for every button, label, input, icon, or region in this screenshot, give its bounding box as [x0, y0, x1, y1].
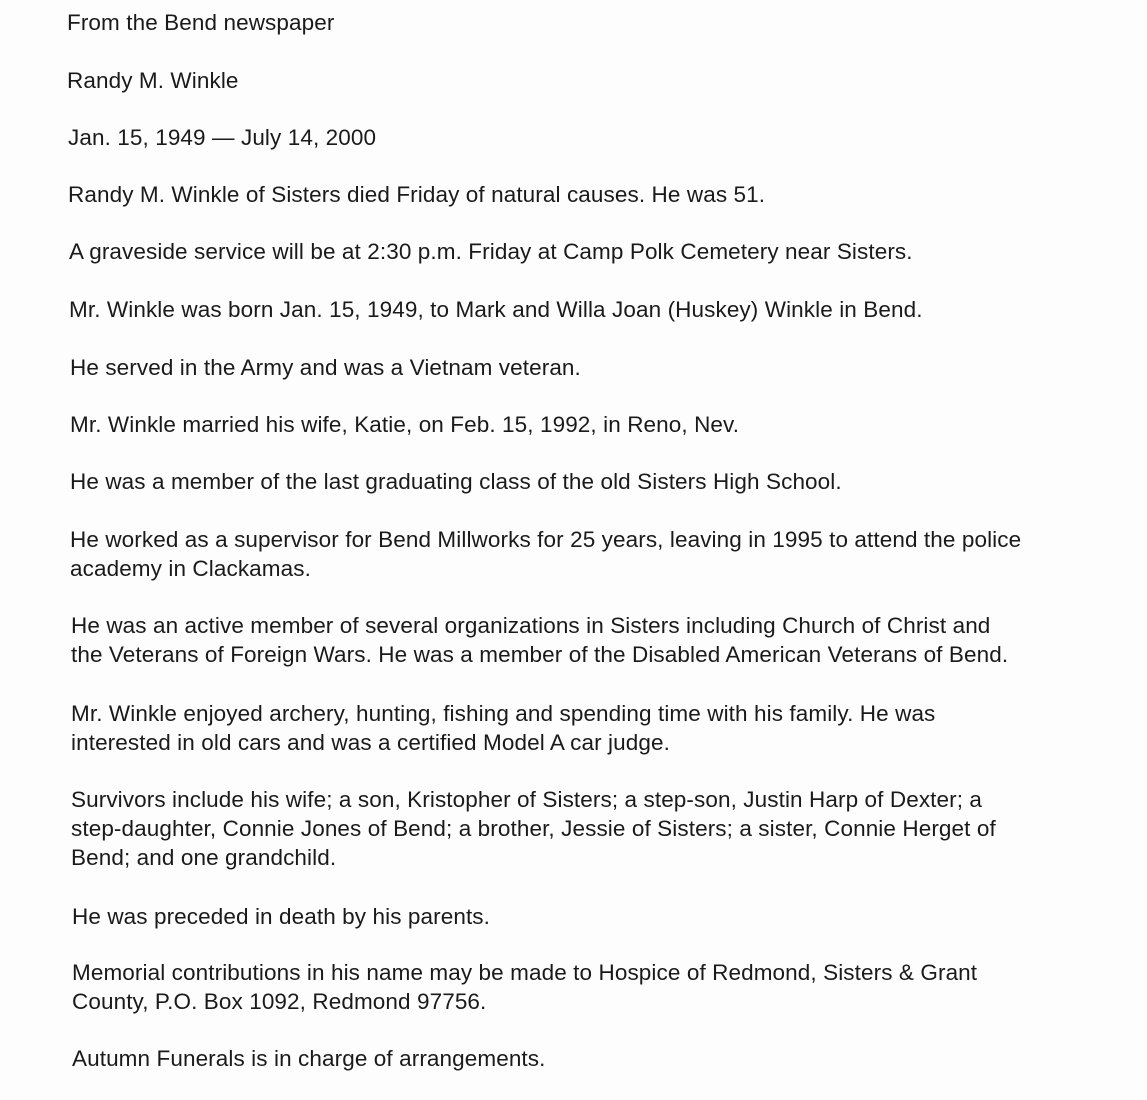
deceased-name: Randy M. Winkle	[67, 68, 239, 93]
paragraph-memorial: Memorial contributions in his name may be made to Hospice of Redmond, Sisters & Grant County, P.O. Box 1092, Redmond 97756.	[72, 960, 978, 1014]
paragraph-arrangements: Autumn Funerals is in charge of arrangements.	[72, 1046, 546, 1071]
paragraph-birth: Mr. Winkle was born Jan. 15, 1949, to Mark and Willa Joan (Huskey) Winkle in Bend.	[69, 297, 923, 322]
paragraph-hobbies: Mr. Winkle enjoyed archery, hunting, fishing and spending time with his family. He was interested in old cars and was a certified Model A car judge.	[71, 701, 936, 755]
paragraph-preceded: He was preceded in death by his parents.	[72, 904, 490, 929]
paragraph-school: He was a member of the last graduating class of the old Sisters High School.	[70, 469, 842, 494]
paragraph-organizations: He was an active member of several organizations in Sisters including Church of Christ and the Veterans of Foreign Wars. He was a member of the Disabled American Veterans of Bend.	[71, 613, 1009, 667]
paragraph-service: A graveside service will be at 2:30 p.m. Friday at Camp Polk Cemetery near Sisters.	[69, 239, 913, 264]
paragraph-survivors: Survivors include his wife; a son, Kristopher of Sisters; a step-son, Justin Harp of Dexter; a step-daughter, Connie Jones of Bend; a brother, Jessie of Sisters; a sister, Connie Herget of Bend; and one grandchild.	[71, 787, 996, 870]
source-line: From the Bend newspaper	[67, 10, 335, 35]
paragraph-death: Randy M. Winkle of Sisters died Friday of natural causes. He was 51.	[68, 182, 766, 207]
paragraph-career: He worked as a supervisor for Bend Millworks for 25 years, leaving in 1995 to attend the police academy in Clackamas.	[70, 527, 1022, 581]
paragraph-army: He served in the Army and was a Vietnam veteran.	[70, 355, 581, 380]
paragraph-marriage: Mr. Winkle married his wife, Katie, on Feb. 15, 1992, in Reno, Nev.	[70, 412, 740, 437]
life-dates: Jan. 15, 1949 — July 14, 2000	[68, 125, 377, 150]
